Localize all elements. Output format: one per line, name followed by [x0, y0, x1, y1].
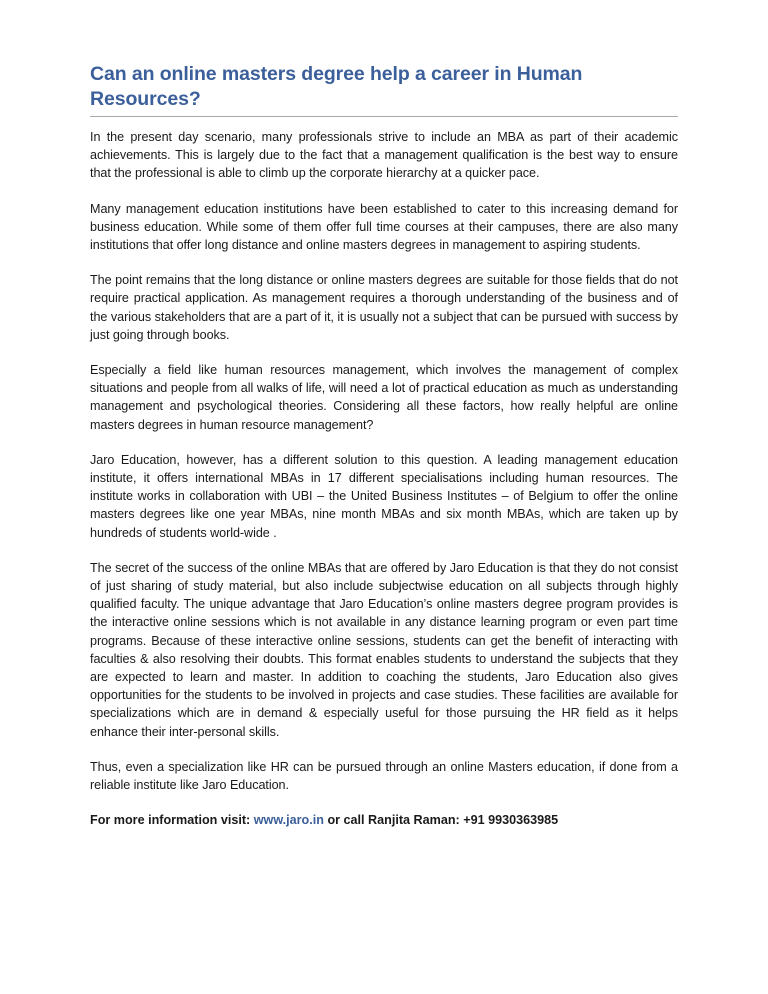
- document-title: Can an online masters degree help a career in Human Resources?: [90, 63, 583, 110]
- document-page: [90, 62, 678, 829]
- contact-suffix: or call Ranjita Raman: +91 9930363985: [323, 813, 559, 828]
- contact-line: [90, 811, 678, 829]
- paragraph: In the present day scenario, many professionals strive to include an MBA as part of their academic achievements. This is largely due to the fact that a management qualification is the best way to ensure that the professional is able to climb up the corporate hierarchy at a quicker pace.: [90, 130, 678, 181]
- paragraph: Jaro Education, however, has a different solution to this question. A leading management education institute, it offers international MBAs in 17 different specialisations including human resources. The institute works in collaboration with UBI – the United Business Institutes – of Belgium to offer the online masters degrees like one year MBAs, nine month MBAs and six month MBAs, which are taken up by hundreds of students world-wide .: [90, 452, 678, 540]
- paragraph: Many management education institutions have been established to cater to this increasing demand for business education. While some of them offer full time courses at their campuses, there are also many institutions that offer long distance and online masters degrees in management to aspiring students.: [90, 201, 678, 253]
- paragraph: Especially a field like human resources management, which involves the management of complex situations and people from all walks of life, will need a lot of practical education as much as understanding management and psychological theories. Considering all these factors, how really helpful are online masters degrees in human resource management?: [90, 363, 678, 432]
- paragraph: Thus, even a specialization like HR can be pursued through an online Masters education, if done from a reliable institute like Jaro Education.: [90, 759, 678, 793]
- title-divider: [90, 116, 678, 117]
- paragraph: The point remains that the long distance or online masters degrees are suitable for those fields that do not require practical application. As management requires a thorough understanding of the business and of the various stakeholders that are a part of it, it is usually not a subject that can be pursued with success by just going through books.: [90, 273, 678, 342]
- contact-prefix: For more information visit:: [90, 813, 254, 828]
- paragraph: The secret of the success of the online MBAs that are offered by Jaro Education is that they do not consist of just sharing of study material, but also include subjectwise education on all subjects through highly qualified faculty. The unique advantage that Jaro Education’s online masters degree program provides is the interactive online sessions which is not available in any distance learning program or even part time programs. Because of these interactive online sessions, students can get the benefit of interacting with faculties & also resolving their doubts. This format enables students to understand the subjects that they are expected to learn and master. In addition to coaching the students, Jaro Education also gives opportunities for the students to be involved in projects and case studies. These facilities are available for specializations which are in demand & especially useful for those pursuing the HR field as it helps enhance their inter-personal skills.: [90, 560, 678, 739]
- website-link[interactable]: www.jaro.in: [253, 813, 324, 828]
